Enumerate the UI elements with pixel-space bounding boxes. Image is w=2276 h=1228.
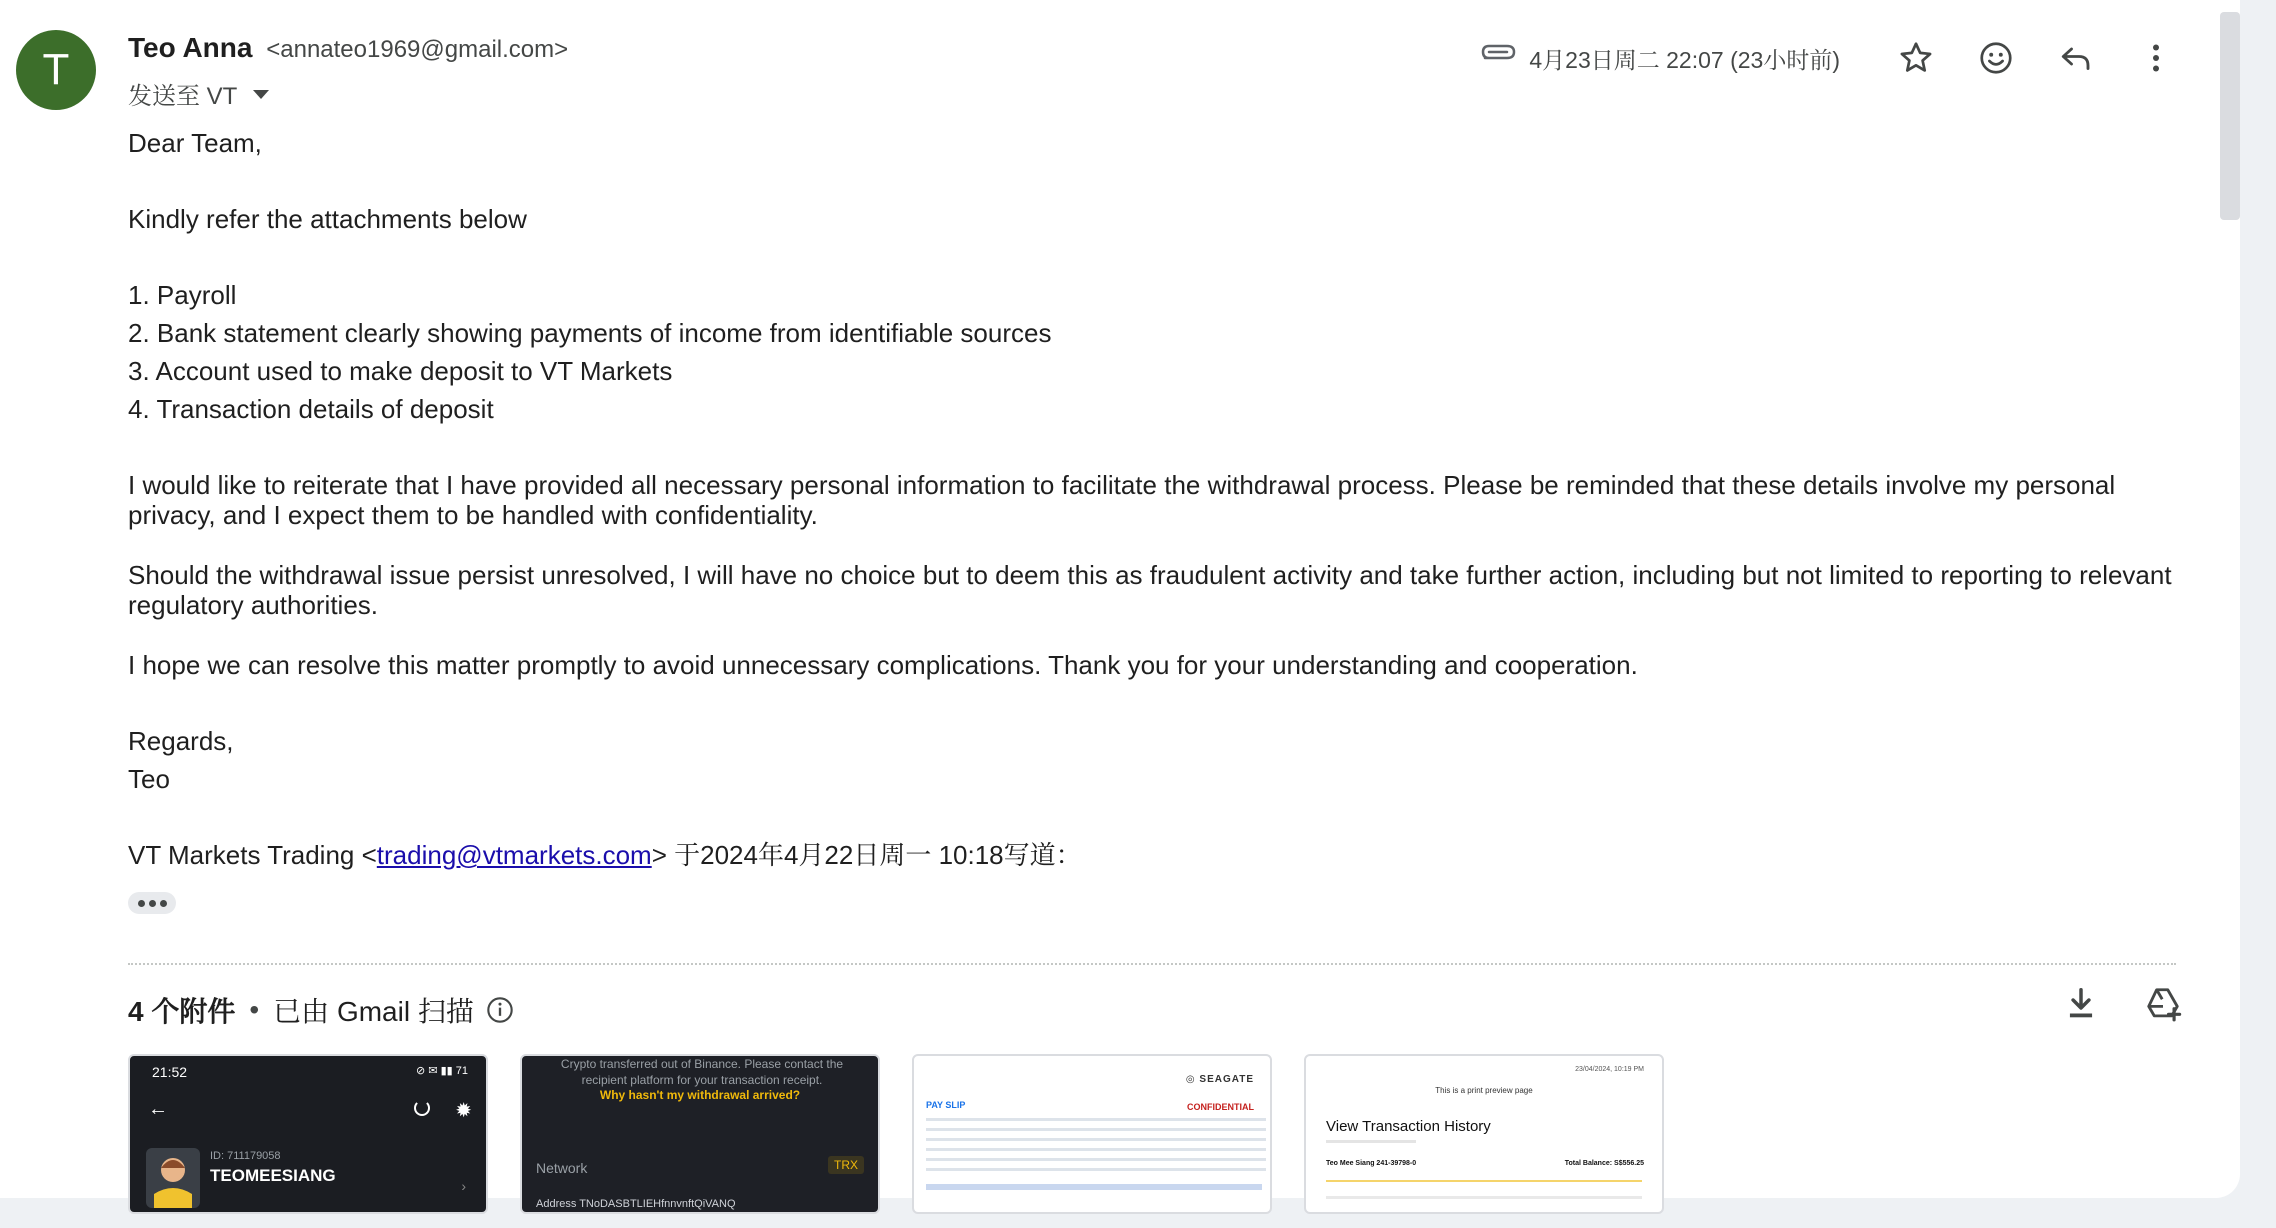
confidential-label: CONFIDENTIAL — [1187, 1102, 1254, 1112]
table-header-line — [1326, 1196, 1642, 1199]
phone-status-icons: ⊘ ✉ ▮▮ 71 — [416, 1065, 468, 1077]
sender-avatar[interactable]: T — [16, 30, 96, 110]
quoted-prefix: VT Markets Trading < — [128, 840, 377, 870]
transaction-history-title: View Transaction History — [1326, 1118, 1491, 1135]
quoted-email-link[interactable]: trading@vtmarkets.com — [376, 840, 652, 870]
quoted-suffix: > 于2024年4月22日周一 10:18写道： — [651, 840, 1082, 870]
binance-username: TEOMEESIANG — [210, 1166, 336, 1185]
transfer-message: Crypto transferred out of Binance. Please contact the recipient platform for your transaction receipt. — [560, 1057, 844, 1087]
attachment-thumbnail-2[interactable] — [520, 1054, 880, 1214]
paragraph: I would like to reiterate that I have provided all necessary personal information to facilitate the withdrawal process. Please be reminded that these details involve my personal privacy, and I expect them to be handled with confidentiality. — [128, 470, 2116, 530]
message-meta — [1479, 26, 2188, 90]
list-item: 3. Account used to make deposit to VT Markets — [128, 356, 673, 386]
headset-icon — [414, 1100, 430, 1116]
list-item: 2. Bank statement clearly showing payments of income from identifiable sources — [128, 318, 1052, 348]
star-button[interactable] — [1884, 26, 1948, 90]
user-avatar-icon — [146, 1148, 200, 1208]
address-row: Address TNoDASBTLIEHfnnvnftQiVANQ — [536, 1198, 736, 1210]
greeting: Dear Team, — [128, 128, 262, 158]
attachment-thumbnail-3[interactable] — [912, 1054, 1272, 1214]
intro-line: Kindly refer the attachments below — [128, 204, 527, 234]
emoji-reaction-button[interactable] — [1964, 26, 2028, 90]
withdrawal-help-link: Why hasn't my withdrawal arrived? — [599, 1088, 801, 1102]
info-icon[interactable] — [486, 996, 514, 1024]
quoted-header — [128, 840, 2178, 870]
attachments-actions — [2062, 985, 2182, 1023]
payslip-band — [926, 1184, 1262, 1190]
reply-icon — [2058, 40, 2094, 76]
title-underline — [1326, 1140, 1416, 1143]
attachment-count: 4 个附件 — [128, 996, 236, 1027]
add-to-drive-icon[interactable] — [2144, 985, 2182, 1023]
caret-down-icon[interactable] — [253, 90, 269, 99]
separator-dot: • — [249, 994, 260, 1025]
show-trimmed-content-button[interactable] — [128, 892, 176, 914]
payslip-title: PAY SLIP — [926, 1100, 966, 1110]
yellow-rule — [1326, 1180, 1642, 1182]
recipient-dropdown[interactable] — [128, 76, 269, 111]
download-all-icon[interactable] — [2062, 985, 2100, 1023]
paragraph: Should the withdrawal issue persist unresolved, I will have no choice but to deem this as fraudulent activity and take further action, including but not limited to reporting to relevant regulatory authorities. — [128, 560, 2172, 620]
sender-email: <annateo1969@gmail.com> — [266, 36, 569, 63]
reply-button[interactable] — [2044, 26, 2108, 90]
print-timestamp: 23/04/2024, 10:19 PM — [1575, 1066, 1644, 1073]
network-badge: TRX — [828, 1156, 864, 1174]
phone-time: 21:52 — [152, 1064, 188, 1080]
sender-line — [128, 32, 568, 64]
binance-user-id: ID: 711179058 — [210, 1150, 281, 1162]
signature: Teo — [128, 764, 170, 794]
message-body — [128, 128, 2178, 870]
ellipsis-icon — [138, 900, 145, 907]
attachment-thumbnail-4[interactable] — [1304, 1054, 1664, 1214]
attachments-divider — [128, 963, 2176, 965]
payslip-lines — [926, 1118, 1266, 1178]
recipient-label: 发送至 VT — [128, 83, 238, 110]
print-preview-label: This is a print preview page — [1435, 1086, 1533, 1095]
seagate-logo: ◎ SEAGATE — [1185, 1074, 1254, 1085]
closing: Regards, — [128, 726, 234, 756]
network-label: Network — [536, 1160, 588, 1176]
scan-label: 已由 Gmail 扫描 — [273, 996, 474, 1027]
account-label: Teo Mee Siang 241-39798-0 — [1326, 1160, 1417, 1167]
smiley-icon — [1978, 40, 2014, 76]
chevron-right-icon: › — [461, 1178, 466, 1194]
more-options-button[interactable] — [2124, 26, 2188, 90]
total-balance: Total Balance: S$556.25 — [1564, 1160, 1644, 1167]
attachment-thumbnail-1[interactable] — [128, 1054, 488, 1214]
list-item: 4. Transaction details of deposit — [128, 394, 494, 424]
list-item: 1. Payroll — [128, 280, 237, 310]
sender-name[interactable]: Teo Anna — [128, 32, 253, 63]
message-date: 4月23日周二 22:07 (23小时前) — [1529, 46, 1840, 73]
gear-icon: ✹ — [455, 1100, 472, 1122]
paperclip-icon — [1479, 40, 1519, 76]
more-vert-icon — [2138, 40, 2174, 76]
scrollbar-thumb[interactable] — [2220, 12, 2240, 220]
star-icon — [1898, 40, 1934, 76]
back-arrow-icon: ← — [148, 1098, 168, 1120]
paragraph: I hope we can resolve this matter promptly to avoid unnecessary complications. Thank you for your understanding and cooperation. — [128, 650, 1638, 680]
attachments-header — [128, 990, 514, 1030]
